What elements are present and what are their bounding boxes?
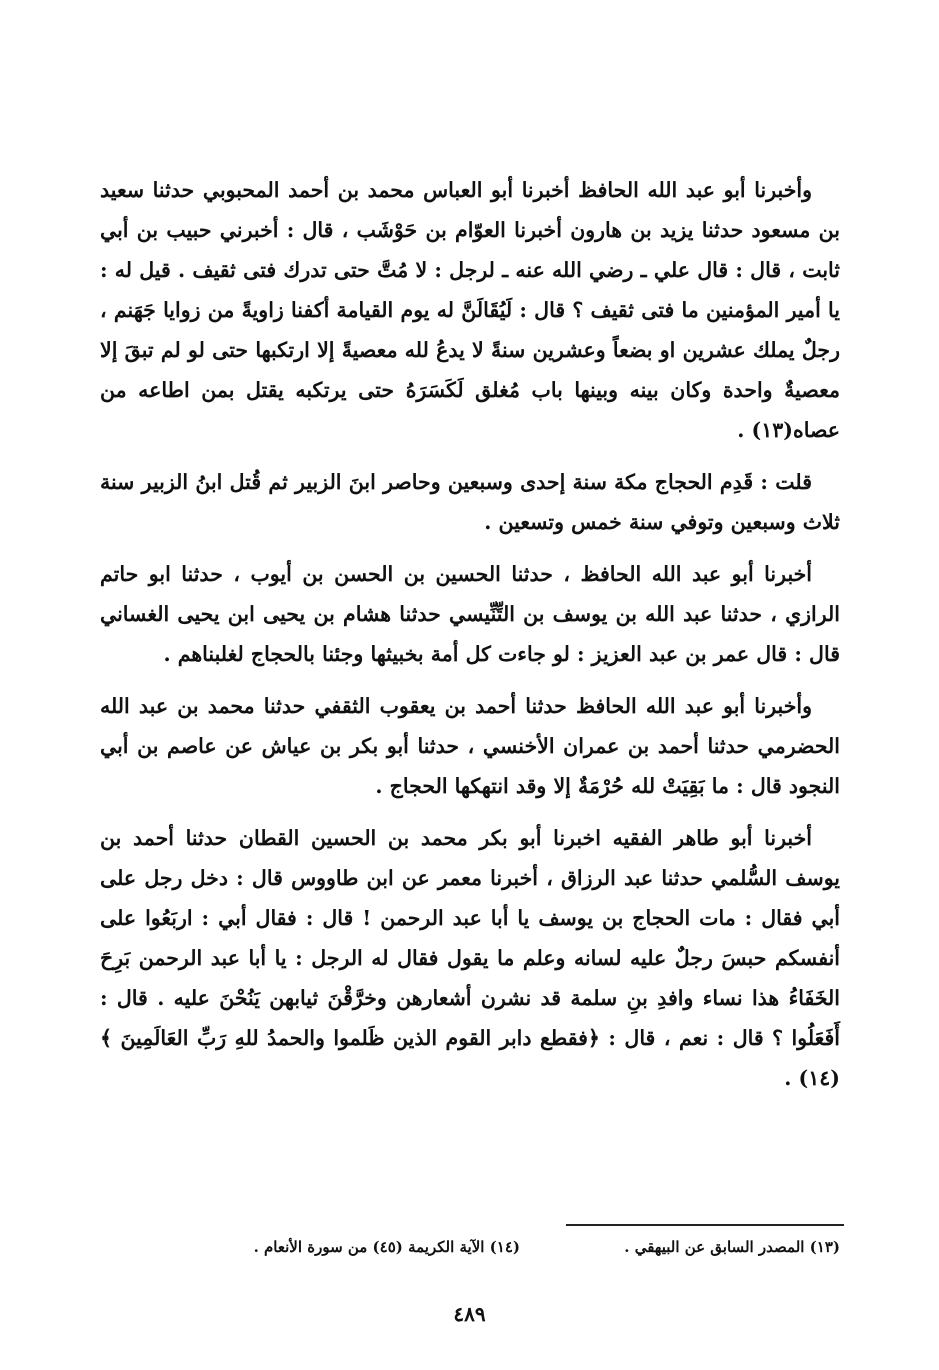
paragraph-3: أخبرنا أبو عبد الله الحافظ ، حدثنا الحسين بن الحسن بن أيوب ، حدثنا ابو حاتم الرازي ، حدثنا عبد الله بن يوسف بن التِّنِّيسي حدثنا هشام بن يحيى ابن يحيى الغساني قال : قال عمر بن عبد العزيز : لو جاءت كل أمة بخبيثها وجئنا بالحجاج لغلبناهم . — [100, 562, 840, 666]
footnote-13: (١٣) المصدر السابق عن البيهقي . — [624, 1238, 840, 1256]
paragraph-1: وأخبرنا أبو عبد الله الحافظ أخبرنا أبو العباس محمد بن أحمد المحبوبي حدثنا سعيد بن مسعود حدثنا يزيد بن هارون أخبرنا العوّام بن حَوْشَب ، قال : أخبرني حبيب بن أبي ثابت ، قال : قال علي ـ رضي الله عنه ـ لرجل : لا مُتَّ حتى تدرك فتى ثقيف . قيل له : يا أمير المؤمنين ما فتى ثقيف ؟ قال : لَيُقَالَنَّ له يوم القيامة أكفنا زاويةً من زوايا جَهَنم ، رجلٌ يملك عشرين او بضعاً وعشرين سنةً لا يدعُ لله معصيةً إلا ارتكبها حتى لو لم تبقَ إلا معصيةٌ واحدة وكان بينه وبينها باب مُغلق لَكَسَرَهُ حتى يرتكبه يقتل بمن اطاعه من عصاه(١٣) . — [100, 178, 840, 442]
footnotes — [100, 1238, 840, 1268]
main-text — [100, 170, 840, 1098]
paragraph-5: أخبرنا أبو طاهر الفقيه اخبرنا أبو بكر محمد بن الحسين القطان حدثنا أحمد بن يوسف السُّلمي حدثنا عبد الرزاق ، أخبرنا معمر عن ابن طاووس قال : دخل رجل على أبي فقال : مات الحجاج بن يوسف يا أبا عبد الرحمن ! قال : فقال أبي : اربَعُوا على أنفسكم حبسَ رجلٌ عليه لسانه وعلم ما يقول فقال له الرجل : يا أبا عبد الرحمن بَرِحَ الخَفَاءُ هذا نساء وافدِ بنِ سلمة قد نشرن أشعارهن وخرَّقْنَ ثيابهن يَنُحْنَ عليه . قال : أَفَعَلُوا ؟ قال : نعم ، قال : ﴿فقطع دابر القوم الذين ظَلموا والحمدُ للهِ رَبِّ العَالَمِينَ ﴾(١٤) . — [100, 826, 840, 1090]
footnote-divider — [566, 1224, 844, 1226]
footnote-14: (١٤) الآية الكريمة (٤٥) من سورة الأنعام . — [253, 1238, 520, 1256]
paragraph-2: قلت : قَدِم الحجاج مكة سنة إحدى وسبعين وحاصر ابنَ الزبير ثم قُتل ابنُ الزبير سنة ثلاث وسبعين وتوفي سنة خمس وتسعين . — [100, 470, 840, 534]
page-number: ٤٨٩ — [453, 1302, 486, 1326]
paragraph-4: وأخبرنا أبو عبد الله الحافظ حدثنا أحمد بن يعقوب الثقفي حدثنا محمد بن عبد الله الحضرمي حدثنا أحمد بن عمران الأخنسي ، حدثنا أبو بكر بن عياش عن عاصم بن أبي النجود قال : ما بَقِيَتْ لله حُرْمَةٌ إلا وقد انتهكها الحجاج . — [100, 694, 840, 798]
